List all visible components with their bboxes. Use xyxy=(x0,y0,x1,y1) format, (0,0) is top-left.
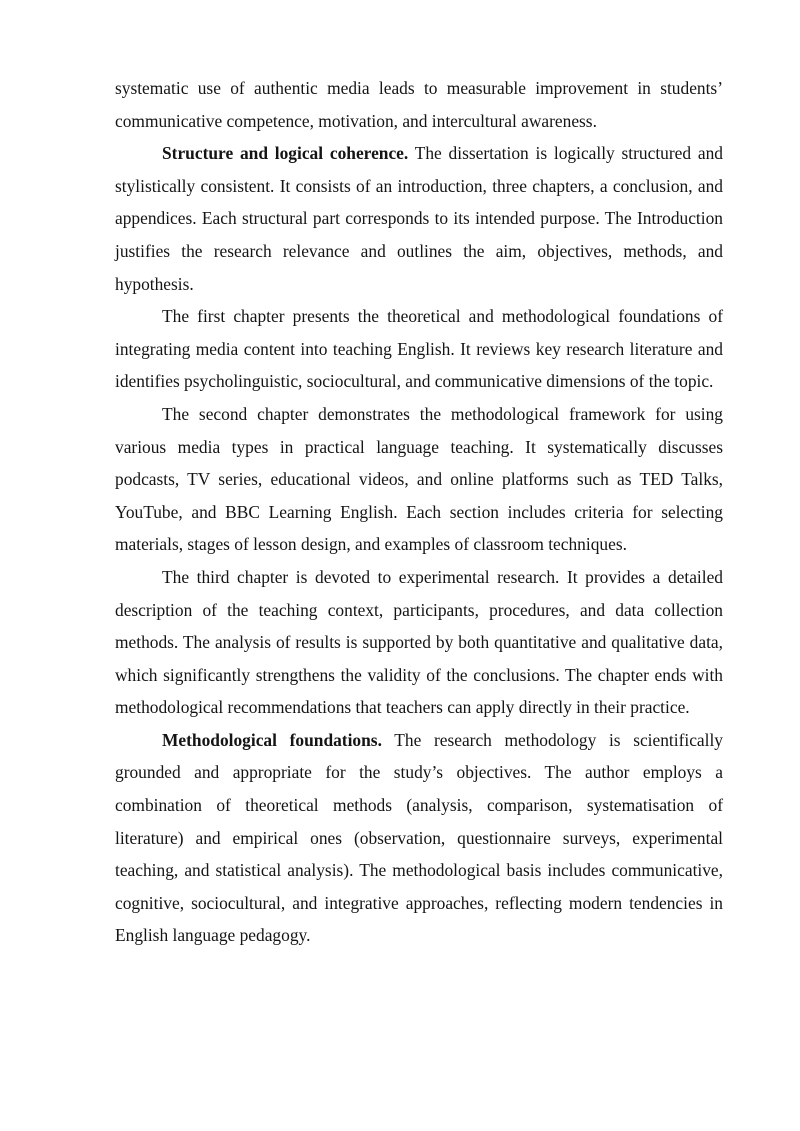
section-heading-methodology: Methodological foundations. xyxy=(162,729,382,750)
paragraph-methodology xyxy=(115,724,723,952)
paragraph-continuation xyxy=(115,72,723,137)
paragraph-text: The first chapter presents the theoretical and methodological foundations of integrating media content into teaching English. It reviews key research literature and identifies psycholinguistic, sociocultural, and communicative dimensions of the topic. xyxy=(115,306,723,392)
paragraph-text: The third chapter is devoted to experimental research. It provides a detailed description of the teaching context, participants, procedures, and data collection methods. The analysis of results is supported by both quantitative and qualitative data, which significantly strengthens the validity of the conclusions. The chapter ends with methodological recommendations that teachers can apply directly in their practice. xyxy=(115,566,723,718)
paragraph-text: The second chapter demonstrates the methodological framework for using various media types in practical language teaching. It systematically discusses podcasts, TV series, educational videos, and online platforms such as TED Talks, YouTube, and BBC Learning English. Each section includes criteria for selecting materials, stages of lesson design, and examples of classroom techniques. xyxy=(115,403,723,555)
document-page xyxy=(115,72,723,952)
paragraph-text: The dissertation is logically structured and stylistically consistent. It consists of an introduction, three chapters, a conclusion, and appendices. Each structural part corresponds to its intended purpose. The Introduction justifies the research relevance and outlines the aim, objectives, methods, and hypothesis. xyxy=(115,143,723,294)
paragraph-first-chapter xyxy=(115,300,723,398)
paragraph-second-chapter xyxy=(115,398,723,561)
section-heading-structure: Structure and logical coherence. xyxy=(162,143,409,164)
paragraph-text: systematic use of authentic media leads to measurable improvement in students’ communicative competence, motivation, and intercultural awareness. xyxy=(115,78,723,131)
paragraph-third-chapter xyxy=(115,561,723,724)
paragraph-text: The research methodology is scientifically grounded and appropriate for the study’s objectives. The author employs a combination of theoretical methods (analysis, comparison, systematisation of literature) and empirical ones (observation, questionnaire surveys, experimental teaching, and statistical analysis). The methodological basis includes communicative, cognitive, sociocultural, and integrative approaches, reflecting modern tendencies in English language pedagogy. xyxy=(115,729,724,946)
paragraph-structure xyxy=(115,137,723,300)
